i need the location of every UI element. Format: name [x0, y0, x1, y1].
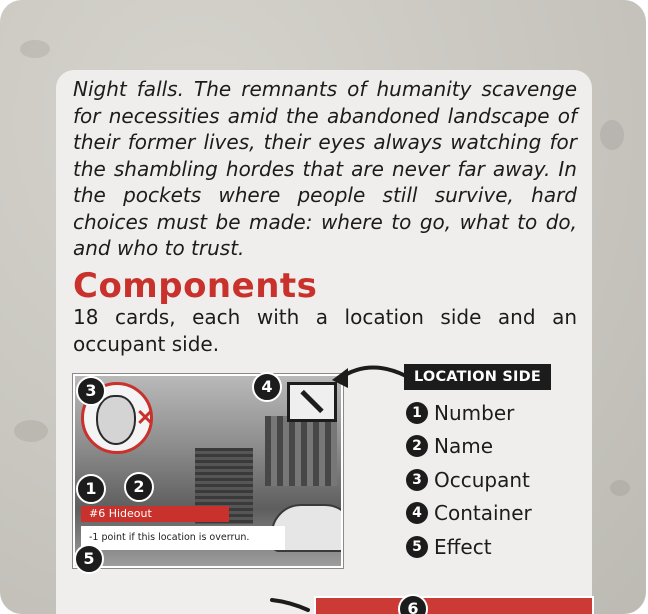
- legend-number-badge: 4: [406, 502, 428, 524]
- texture-speck: [20, 40, 50, 58]
- legend-item: [406, 497, 532, 531]
- texture-speck: [610, 480, 630, 496]
- components-heading: Components: [73, 266, 318, 306]
- location-side-label: LOCATION SIDE: [404, 364, 551, 390]
- callout-badge-occupant: 3: [76, 376, 106, 406]
- legend-item: [406, 430, 532, 464]
- legend-item: [406, 530, 532, 564]
- legend-label: Effect: [434, 534, 492, 559]
- callout-badge-effect: 5: [74, 544, 104, 574]
- callout-badge-container: 4: [252, 372, 282, 402]
- legend-label: Number: [434, 400, 515, 425]
- intro-paragraph: Night falls. The remnants of humanity scavenge for necessities amid the abandoned landscape of their former lives, their eyes always watching for the shambling hordes that are never far away. In the pockets where people still survive, hard choices must be made: where to go, what to do, and who to trust.: [73, 77, 577, 260]
- component-legend: [406, 396, 532, 564]
- location-name-bar: #6 Hideout: [81, 506, 229, 522]
- legend-label: Name: [434, 434, 494, 459]
- legend-item: [406, 396, 532, 430]
- pointer-arrow-icon: [330, 352, 410, 392]
- location-card-illustration: [73, 374, 343, 568]
- components-description: 18 cards, each with a location side and an occupant side.: [73, 305, 577, 356]
- occupant-card-preview: [314, 596, 594, 614]
- legend-number-badge: 5: [406, 536, 428, 558]
- callout-badge-occupant-side: 6: [398, 594, 428, 614]
- x-mark-icon: ✕: [136, 405, 155, 430]
- texture-speck: [14, 420, 48, 442]
- knife-icon: [300, 390, 323, 413]
- zombie-face-icon: [96, 395, 136, 445]
- legend-label: Container: [434, 501, 532, 526]
- location-effect-bar: -1 point if this location is overrun.: [81, 526, 285, 550]
- pointer-arrow-icon: [270, 596, 316, 614]
- legend-label: Occupant: [434, 467, 530, 492]
- building-window: [265, 416, 337, 486]
- callout-badge-name: 2: [124, 472, 154, 502]
- legend-number-badge: 1: [406, 402, 428, 424]
- callout-badge-number: 1: [76, 474, 106, 504]
- texture-speck: [600, 120, 624, 150]
- legend-number-badge: 2: [406, 435, 428, 457]
- legend-number-badge: 3: [406, 469, 428, 491]
- legend-item: [406, 463, 532, 497]
